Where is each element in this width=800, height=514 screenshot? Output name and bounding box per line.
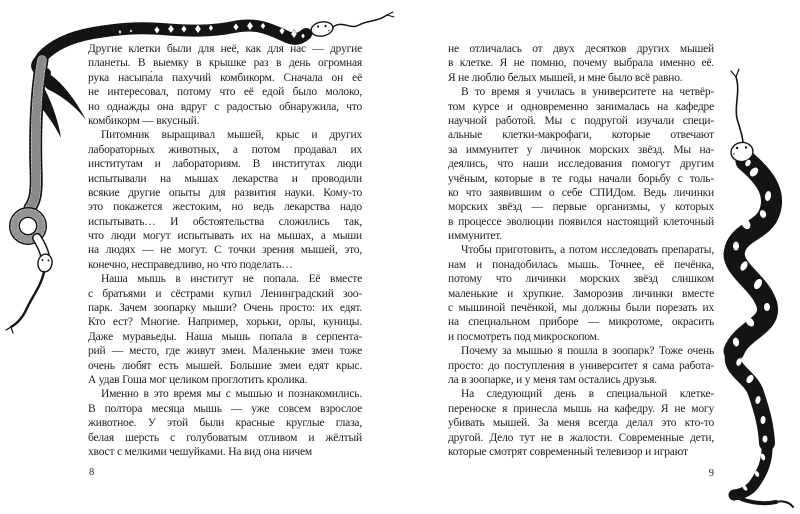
text-line: ко что заявившим о себе СПИДом. Ведь личинки <box>448 186 714 199</box>
text-line: которые смотрят современный телевизор и играют <box>448 445 688 458</box>
left-snake-hanging-head <box>37 253 54 273</box>
text-line: В то время я училась в университете на четвёр- <box>461 86 714 99</box>
text-line: за иммунитет у личинок морских звёзд. Мы на- <box>448 143 714 156</box>
text-line: конечно, несправедливо, но что поделать… <box>88 258 293 271</box>
text-line: потому что личинки морских звёзд слишком <box>448 273 714 286</box>
text-line: в процессе эволюции появился настоящий клеточный <box>448 215 714 228</box>
text-line: переноске я принесла мышь на кафедру. Я не могу <box>448 402 714 415</box>
text-line: нам и понадобилась мышь. Точнее, её печёнка, <box>448 258 714 271</box>
text-line: белая шерсть с голубоватым отливом и жёлтый <box>88 431 362 444</box>
text-line: просто: до поступления в университет я сама работа- <box>448 359 714 372</box>
right-page-text-column <box>448 42 714 459</box>
text-line: маленькие и хрупкие. Заморозив личинки вместе <box>448 287 714 300</box>
text-line: парк. Зачем зоопарку мыши? Очень просто: их едят. <box>88 302 362 315</box>
text-line: планеты. В выемку в крышке раз в день огромная <box>88 57 362 70</box>
right-snake-body <box>724 69 793 507</box>
text-line: рука насыпа́ла пахучий комбикорм. Сначала он её <box>88 71 362 84</box>
page-number-left: 8 <box>89 467 95 478</box>
text-line: убивать мышей. За меня всегда делал это кто-то <box>448 417 714 430</box>
left-snake-head <box>310 20 334 38</box>
paragraph <box>88 272 362 387</box>
text-line: с братьями и сёстрами купил Ленинградский зоо- <box>88 287 362 300</box>
paragraph <box>448 243 714 344</box>
right-snake-head <box>730 141 754 163</box>
text-line: очень любят есть мышей. Большие змеи едят крыс. <box>88 359 362 372</box>
text-line: лабораторных животных, а потом продавал их <box>88 143 362 156</box>
text-line: Даже муравьеды. Наша мышь попала в серпента- <box>88 330 362 343</box>
left-snake-diamond-pattern <box>119 22 306 39</box>
text-line: другой. Дело тут не в жалости. Современные дети, <box>448 431 714 444</box>
text-line: научной работой. Мы с подругой изучали специ- <box>448 114 714 127</box>
text-line: Питомник выращивал мышей, крыс и других <box>101 129 362 142</box>
text-line: в клетке. Я не помню, почему выбрала именно её. <box>448 57 714 70</box>
paragraph <box>448 344 714 387</box>
text-line: на людях — не могут. С точки зрения мышей, это, <box>88 244 362 257</box>
text-line: деялись, что наши исследования помогут другим <box>448 158 714 171</box>
page-number-right: 9 <box>708 468 714 479</box>
text-line: всякие другие опыты для развития науки. Кому-то <box>88 186 362 199</box>
text-line: это покажется жестоким, но ведь лекарства надо <box>88 201 362 214</box>
text-line: иммунитет. <box>448 230 502 243</box>
text-line: А удав Гоша мог целиком проглотить кролика. <box>88 373 308 386</box>
paragraph <box>448 85 714 243</box>
text-line: рий — место, где живут змеи. Маленькие змеи тоже <box>88 345 362 358</box>
text-line: не отличалась от двух десятков других мышей <box>448 43 714 55</box>
text-line: что люди могут испытывать их на мышах, а мыши <box>88 230 362 243</box>
text-line: комбикорм — вкусный. <box>88 114 200 127</box>
paragraph <box>88 42 362 128</box>
text-line: испытывать… И обстоятельства сложились так, <box>88 215 362 228</box>
text-line: ла в зоопарке, и у меня там остались друзья. <box>448 373 657 386</box>
paragraph <box>448 42 714 85</box>
text-line: Именно в это время мы с мышью и познакомились. <box>101 388 362 401</box>
text-line: но однажды она вдруг с радостью обнаружила, что <box>88 100 362 113</box>
paragraph <box>448 387 714 459</box>
text-line: Чтобы приготовить, а потом исследовать препараты, <box>461 244 714 257</box>
right-snake-spot-pattern <box>732 159 772 492</box>
text-line: Я не люблю белых мышей, и мне было всё равно. <box>448 71 683 84</box>
paragraph <box>88 128 362 272</box>
text-line: хвост с мелкими чешуйками. На вид она ничем <box>88 445 312 458</box>
text-line: с мышиной печёнкой, мы должны были порезать их <box>448 302 714 315</box>
text-line: институтам и лабораториям. В институтах люди <box>88 158 362 171</box>
text-line: испытывали на мышах лекарства и проводили <box>88 172 362 185</box>
text-line: альные клетки-макрофаги, которые отвечают <box>448 129 714 142</box>
text-line: Кто ест? Многие. Например, хорьки, орлы, куницы. <box>88 316 362 329</box>
text-line: на специальном приборе — микротоме, окрасить <box>448 316 714 329</box>
text-line: и посмотреть под микроскопом. <box>448 330 600 343</box>
text-line: животное. У этой были красные круглые глаза, <box>88 417 362 430</box>
text-line: В полтора месяца мышь — уже совсем взрослое <box>88 402 362 415</box>
text-line: не интересовал, потому что её едой было молоко, <box>88 86 362 99</box>
paragraph <box>88 387 362 459</box>
text-line: учёным, которые в те годы начали борьбу с толь- <box>448 172 714 185</box>
text-line: На следующий день в специальной клетке- <box>461 388 714 401</box>
text-line: том курсе и одновременно занималась на кафедре <box>448 100 714 113</box>
text-line: Наша мышь в институт не попала. Её вместе <box>101 273 362 286</box>
text-line: Другие клетки были для неё, как для нас — другие <box>88 43 362 55</box>
left-page-text-column <box>88 42 362 459</box>
text-line: Почему за мышью я пошла в зоопарк? Тоже очень <box>461 345 714 358</box>
text-line: морских звёзд — первые организмы, у которых <box>448 201 714 214</box>
